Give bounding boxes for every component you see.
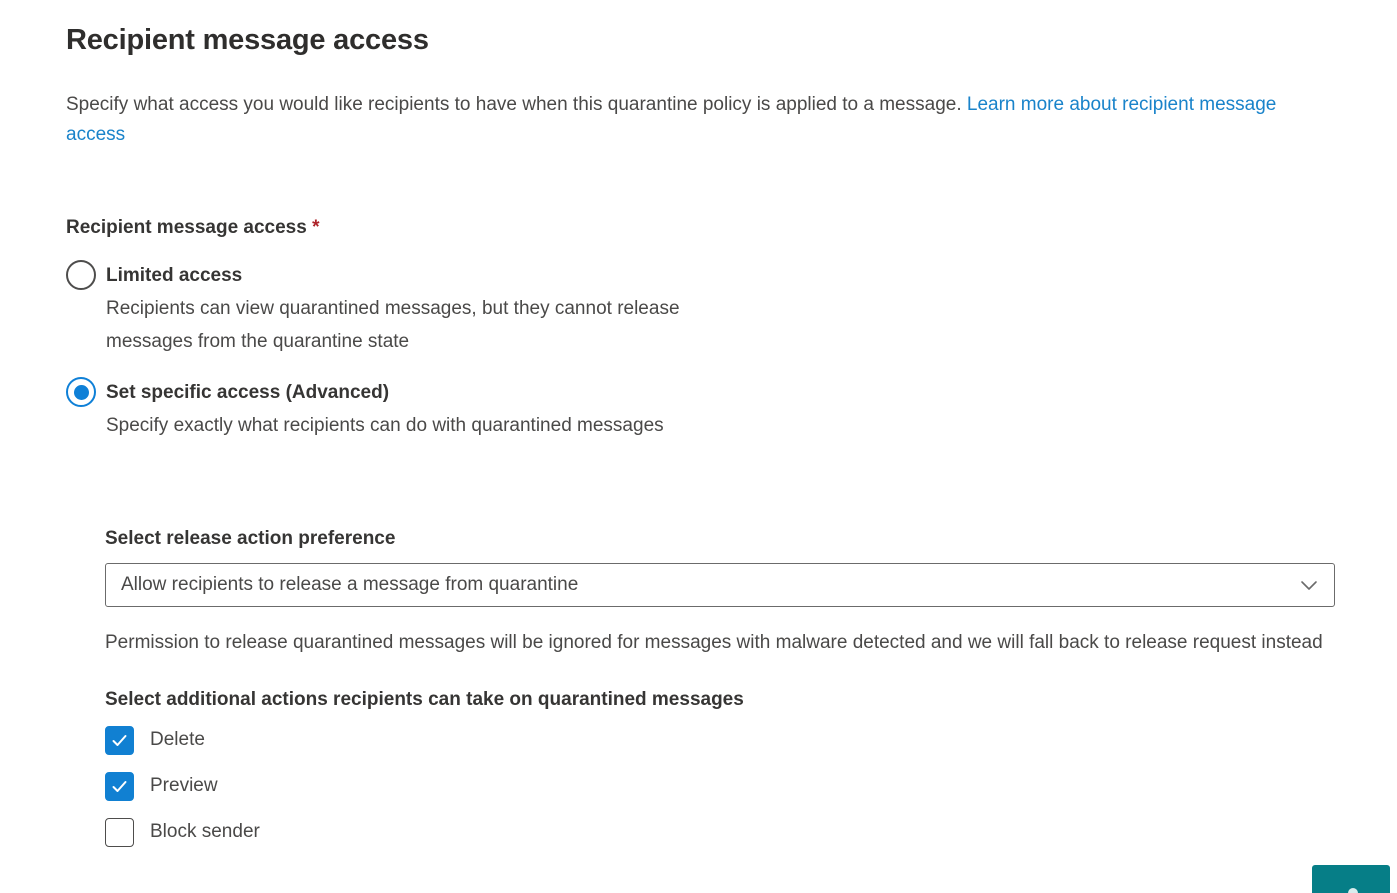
feedback-icon — [1348, 888, 1358, 893]
radio-label-limited-access[interactable]: Limited access — [106, 265, 243, 286]
release-action-dropdown[interactable] — [105, 563, 1335, 607]
radio-option-text — [106, 377, 664, 442]
advanced-settings-section — [105, 527, 1335, 847]
radio-description-set-specific-access: Specify exactly what recipients can do with quarantined messages — [106, 415, 664, 436]
checkbox-row-delete[interactable] — [105, 725, 1335, 755]
release-action-note: Permission to release quarantined messages will be ignored for messages with malware detected and we will fall back to release request instead — [105, 632, 1323, 653]
checkbox-label-block-sender[interactable]: Block sender — [150, 821, 260, 842]
release-action-selected-value: Allow recipients to release a message from quarantine — [121, 574, 579, 595]
checkbox-preview[interactable] — [105, 772, 134, 801]
page-title: Recipient message access — [66, 24, 429, 56]
page-description-text: Specify what access you would like recipients to have when this quarantine policy is applied to a message. — [66, 94, 967, 115]
checkbox-row-block-sender[interactable] — [105, 817, 1335, 847]
chevron-down-icon — [1298, 574, 1320, 596]
radio-group-label-text: Recipient message access — [66, 217, 313, 238]
checkbox-label-preview[interactable]: Preview — [150, 775, 218, 796]
checkbox-label-delete[interactable]: Delete — [150, 729, 205, 750]
radio-description-limited-access: Recipients can view quarantined messages, but they cannot release messages from the quarantine state — [106, 298, 680, 352]
radio-option-set-specific-access[interactable] — [66, 377, 1335, 442]
learn-more-link[interactable]: Learn more about recipient message access — [66, 94, 1277, 145]
checkbox-block-sender[interactable] — [105, 818, 134, 847]
radio-button-limited-access[interactable] — [66, 260, 96, 290]
radio-button-set-specific-access[interactable] — [66, 377, 96, 407]
radio-group-label — [66, 216, 1335, 240]
release-action-label: Select release action preference — [105, 528, 396, 549]
feedback-button[interactable] — [1312, 865, 1390, 893]
additional-actions-label: Select additional actions recipients can take on quarantined messages — [105, 689, 744, 710]
checkmark-icon — [111, 778, 128, 795]
checkmark-icon — [111, 732, 128, 749]
radio-option-limited-access[interactable] — [66, 260, 1335, 358]
additional-actions-list — [105, 725, 1335, 847]
checkbox-delete[interactable] — [105, 726, 134, 755]
radio-option-text — [106, 260, 761, 358]
required-asterisk: * — [312, 217, 320, 238]
page-description — [66, 90, 1334, 150]
checkbox-row-preview[interactable] — [105, 771, 1335, 801]
radio-label-set-specific-access[interactable]: Set specific access (Advanced) — [106, 382, 390, 403]
